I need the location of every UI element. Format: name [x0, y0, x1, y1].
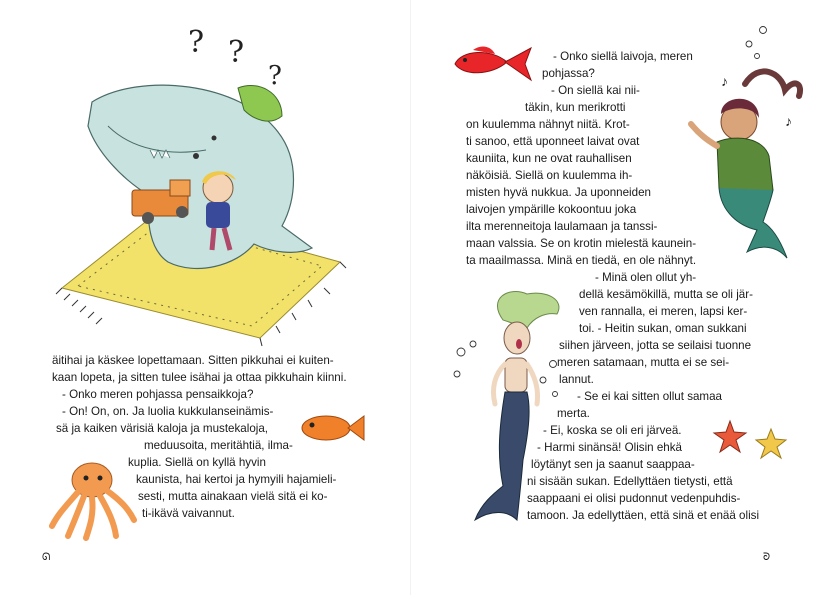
text-line: - Harmi sinänsä! Olisin ehkä: [537, 441, 682, 454]
question-mark: ?: [268, 61, 282, 91]
text-line: siihen järveen, jotta se seilaisi tuonne: [559, 339, 752, 352]
red-fish-icon: [451, 44, 535, 88]
text-line: - Onko meren pohjassa pensaikkoja?: [62, 388, 254, 401]
question-mark: ?: [228, 35, 245, 70]
text-line: - On! On, on. Ja luolia kukkulanseinämis-: [62, 405, 274, 418]
mermaid-dancing-icon: [447, 280, 577, 530]
text-line: saappaani ei olisi pudonnut vedenpuhdis-: [527, 492, 741, 505]
text-line: lannut.: [559, 373, 594, 386]
page-number: ᘐ: [763, 552, 771, 563]
text-line: merta.: [557, 407, 590, 420]
text-line: ven rannalla, ei meren, lapsi ker-: [579, 305, 748, 318]
text-line: - Minä olen ollut yh-: [595, 271, 697, 284]
text-line: - Se ei kai sitten ollut samaa: [577, 390, 722, 403]
text-line: täkin, kun merikrotti: [525, 101, 626, 114]
text-line: kauniita, kun ne ovat rauhallisen: [466, 152, 632, 165]
text-line: sesti, mutta ainakaan vielä sitä ei ko-: [138, 490, 328, 503]
text-line: ti-ikävä vaivannut.: [142, 507, 235, 520]
text-line: kaan lopeta, ja sitten tulee isähai ja ottaa pikkuhain kiinni.: [52, 371, 347, 384]
text-line: ti sanoo, että uponneet laivat ovat: [466, 135, 640, 148]
text-line: ni sisään sukan. Edellyttäen tietysti, että: [527, 475, 733, 488]
starfish-yellow-icon: [755, 428, 787, 460]
music-note: ♪: [785, 113, 792, 129]
text-line: sä ja kaiken värisiä kaloja ja mustekaloja,: [56, 422, 269, 435]
text-line: äitihai ja käskee lopettamaan. Sitten pikkuhai ei kuiten-: [52, 354, 334, 367]
text-line: näköisiä. Siellä on kuulemma ih-: [466, 169, 633, 182]
text-line: meren satamaan, mutta ei se sei-: [557, 356, 730, 369]
text-line: toi. - Heitin sukan, oman sukkani: [579, 322, 747, 335]
text-line: pohjassa?: [542, 67, 595, 80]
page-number: ᘏ: [42, 552, 51, 563]
text-line: kaunista, hai kertoi ja hymyili hajamieli-: [136, 473, 337, 486]
text-line: - Onko siellä laivoja, meren: [553, 50, 693, 63]
music-note: ♪: [721, 73, 728, 89]
text-line: laivojen ympärille kokoontuu joka: [466, 203, 637, 216]
question-mark: ?: [188, 25, 205, 60]
right-page: [411, 0, 822, 595]
text-line: - On siellä kai nii-: [551, 84, 640, 97]
text-line: meduusoita, meritähtiä, ilma-: [144, 439, 293, 452]
fish-icon: [298, 410, 368, 444]
text-line: tamoon. Ja edellyttäen, että sinä et enää olisi: [527, 509, 760, 522]
text-line: misten hyvä nukkua. Ja uponneiden: [466, 186, 651, 199]
mermaid-singing-icon: [677, 22, 817, 262]
text-line: ilta merenneitoja laulamaan ja tanssi-: [466, 220, 658, 233]
text-line: löytänyt sen ja saanut saappaa-: [531, 458, 695, 471]
shark-scene: [0, 0, 411, 340]
text-line: dellä kesämökillä, mutta se oli jär-: [579, 288, 753, 301]
text-line: - Ei, koska se oli eri järveä.: [543, 424, 682, 437]
octopus-icon: [44, 456, 140, 542]
bubbles-icon: [746, 27, 767, 59]
text-line: on kuulemma nähnyt niitä. Krot-: [466, 118, 630, 131]
starfish-icon: [713, 420, 747, 454]
text-line: maan valssia. Se on krotin mielestä kaunein-: [466, 237, 697, 250]
text-line: kuplia. Siellä on kyllä hyvin: [128, 456, 266, 469]
text-line: ta maailmassa. Minä en tiedä, en ole nähnyt.: [466, 254, 697, 267]
